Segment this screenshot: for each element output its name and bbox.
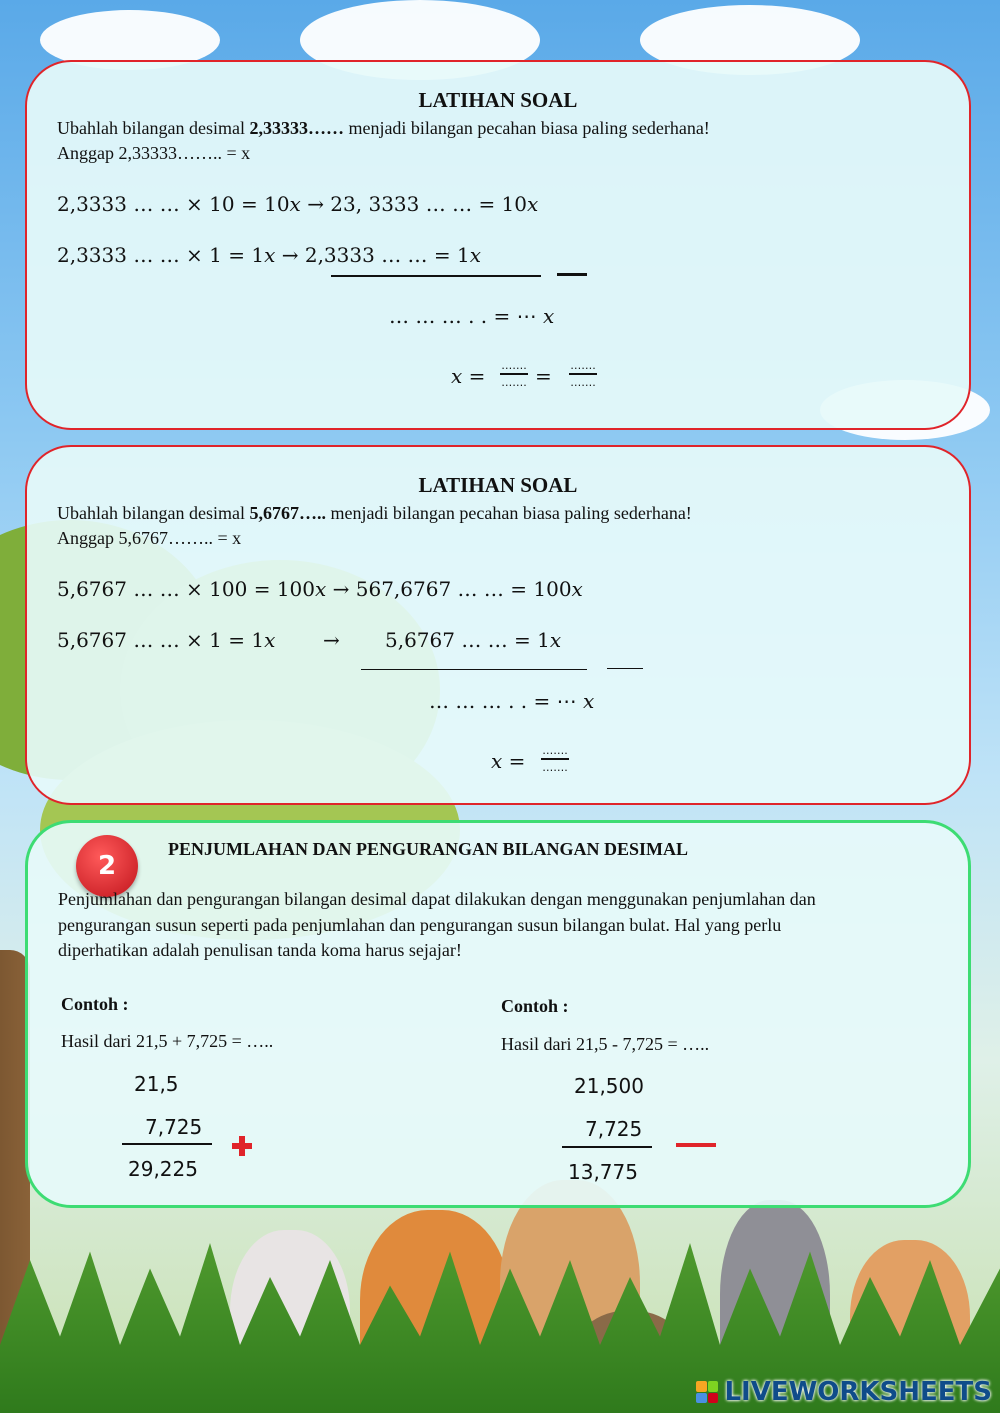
- sum-result: 29,225: [128, 1157, 198, 1181]
- equals-sign: =: [535, 364, 552, 388]
- assumption: Anggap 5,6767…….. = x: [57, 528, 242, 548]
- answer-row: … … … . . = ⋯ x: [389, 304, 555, 328]
- logo-icon: [696, 1381, 718, 1403]
- fraction-blank-2[interactable]: ……. …….: [570, 359, 596, 389]
- minus-icon: [676, 1143, 716, 1147]
- arrow: →: [323, 628, 340, 652]
- subtraction-line: [331, 275, 541, 277]
- x-equals: x =: [451, 364, 486, 388]
- minus-sign: [607, 668, 643, 669]
- sum-line: [122, 1143, 212, 1145]
- x-equals: x =: [491, 749, 526, 773]
- example-label-right: Contoh :: [501, 996, 569, 1016]
- equation-row-2: 5,6767 … … × 1 = 1x: [57, 628, 276, 652]
- fraction-blank[interactable]: ……. …….: [542, 744, 568, 774]
- plus-icon: [232, 1136, 252, 1156]
- lesson-card: [25, 820, 971, 1208]
- assumption: Anggap 2,33333…….. = x: [57, 143, 251, 163]
- subtrahend: 7,725: [585, 1117, 643, 1141]
- difference-result: 13,775: [568, 1160, 638, 1184]
- equation-row-2-right: 5,6767 … … = 1x: [385, 628, 562, 652]
- example-label-left: Contoh :: [61, 994, 129, 1014]
- instruction: Ubahlah bilangan desimal 5,6767….. menjadi bilangan pecahan biasa paling sederhana!: [57, 503, 692, 523]
- section-title: PENJUMLAHAN DAN PENGURANGAN BILANGAN DESIMAL: [168, 839, 689, 859]
- subtraction-line: [361, 669, 587, 670]
- minus-sign: [557, 273, 587, 276]
- paragraph-line-1: Penjumlahan dan pengurangan bilangan desimal dapat dilakukan dengan menggunakan penjumlahan dan: [58, 889, 816, 909]
- liveworksheets-logo: [696, 1377, 992, 1407]
- example-question-right: Hasil dari 21,5 - 7,725 = …..: [501, 1034, 710, 1054]
- card-title: LATIHAN SOAL: [418, 473, 578, 497]
- equation-row-1: 2,3333 … … × 10 = 10x → 23, 3333 … … = 10x: [57, 192, 539, 216]
- equation-row-1: 5,6767 … … × 100 = 100x → 567,6767 … … = 100x: [57, 577, 583, 601]
- fraction-blank-1[interactable]: ……. …….: [501, 359, 527, 389]
- answer-row: … … … . . = ⋯ x: [429, 689, 595, 713]
- paragraph-line-3: diperhatikan adalah penulisan tanda koma harus sejajar!: [58, 940, 462, 960]
- card-title: LATIHAN SOAL: [418, 88, 578, 112]
- logo-text: LIVEWORKSHEETS: [724, 1377, 992, 1407]
- example-question-left: Hasil dari 21,5 + 7,725 = …..: [61, 1031, 274, 1051]
- exercise-card-1: [25, 60, 971, 430]
- difference-line: [562, 1146, 652, 1148]
- paragraph-line-2: pengurangan susun seperti pada penjumlahan dan pengurangan susun bilangan bulat. Hal yang perlu: [58, 915, 782, 935]
- instruction: Ubahlah bilangan desimal 2,33333…… menjadi bilangan pecahan biasa paling sederhana!: [57, 118, 710, 138]
- addend-1: 21,5: [134, 1072, 179, 1096]
- exercise-card-2: [25, 445, 971, 805]
- minuend: 21,500: [574, 1074, 644, 1098]
- addend-2: 7,725: [145, 1115, 203, 1139]
- equation-row-2: 2,3333 … … × 1 = 1x → 2,3333 … … = 1x: [57, 243, 482, 267]
- section-number-badge: 2: [76, 835, 138, 897]
